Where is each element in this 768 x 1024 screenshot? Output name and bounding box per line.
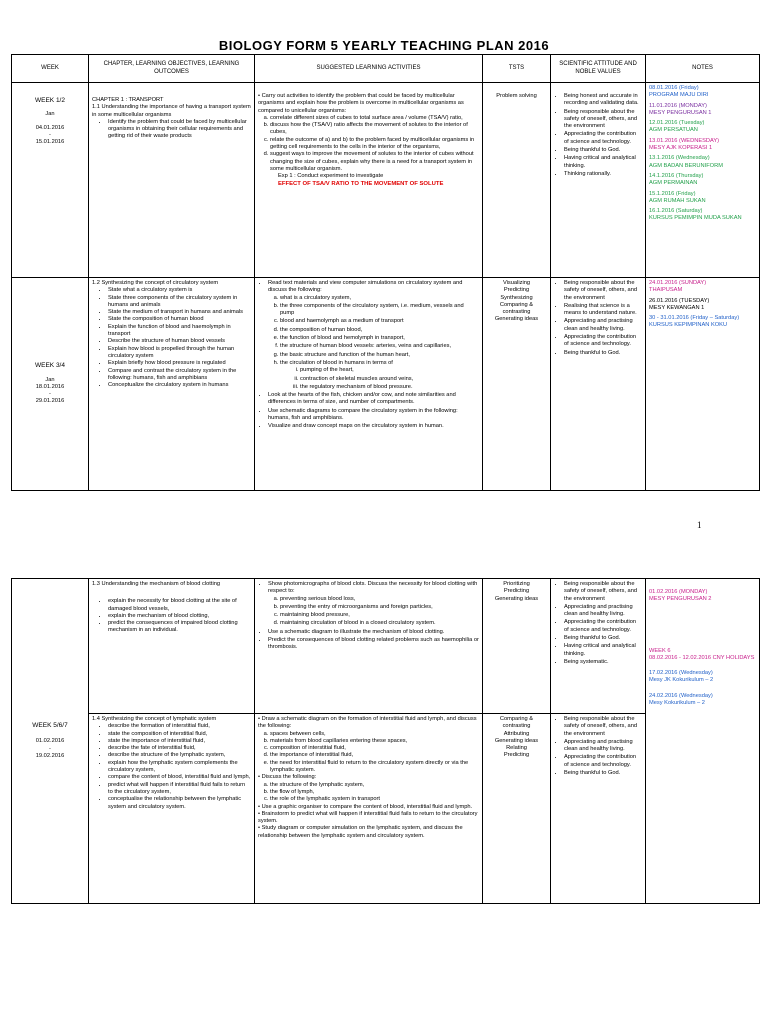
activities-cell (255, 83, 483, 278)
activity-subitem: iii. the regulatory mechanism of blood pressure. (300, 384, 479, 391)
value-item: • Being thankful to God. (564, 147, 642, 154)
learning-outcome: • describe the fate of interstitial fluid, (108, 745, 251, 752)
value-item: • Being responsible about the safety of oneself, others, and the environment (564, 109, 642, 131)
activity-item: e. the need for interstitial fluid to return to the circulatory system directly or via the lymphatic system. (270, 760, 479, 775)
activity-item: g. the basic structure and function of the human heart, (280, 352, 479, 359)
week-label: WEEK 3/4 (35, 362, 65, 370)
activity-item: c. composition of interstitial fluid, (270, 745, 479, 752)
experiment-line: Exp 1 : Conduct experiment to investigate (278, 173, 384, 180)
value-item: • Being thankful to God. (564, 350, 642, 357)
activity-item: • Study diagram or computer simulation on the lymphatic system, and discuss the relationship between the lymphatic system and circulatory system. (258, 825, 463, 839)
value-item: • Being thankful to God. (564, 770, 642, 777)
learning-outcome: • predict what will happen if interstitial fluid fails to return to the circulatory system, (108, 782, 251, 797)
tsts-cell (483, 579, 551, 714)
notes-cell (646, 83, 760, 278)
teaching-plan-table-page-2 (11, 578, 760, 904)
notes-cell (646, 579, 760, 904)
header-notes: NOTES (646, 55, 760, 83)
activity-intro: • Draw a schematic diagram on the formation of interstitial fluid and lymph, and discuss the following: (258, 716, 477, 730)
learning-outcome: • Describe the structure of human blood vessels (108, 338, 251, 345)
activity-intro: • Carry out activities to identify the problem that could be faced by multicellular organisms and explain how the problem is overcome in multicellular organisms as compared to unicellular organisms: (258, 93, 464, 114)
tsts-item: Generating ideas (494, 595, 539, 602)
notes-cell (646, 278, 760, 491)
value-item: • Appreciating the contribution of science and technology. (564, 334, 642, 349)
tsts-item: Visualizing (502, 280, 531, 286)
values-cell (551, 579, 646, 714)
learning-objective: 1.4 Synthesizing the concept of lymphatic system (92, 716, 217, 722)
table-row (12, 278, 760, 491)
activity-item: • Visualize and draw concept maps on the circulatory system in human. (268, 423, 479, 430)
tsts-item: Comparing & contrasting (499, 301, 534, 316)
week-month: Jan (45, 111, 55, 118)
week-month: Jan (45, 376, 55, 383)
tsts-item: Attributing (503, 730, 530, 737)
learning-outcome: • State what a circulatory system is (108, 287, 251, 294)
activity-item: d. suggest ways to improve the movement of solutes to the interior of cubes without changing the size of cubes, explain why there is a need for a transport system in some multicellular organism. (270, 151, 479, 173)
activity-item: b. preventing the entry of microorganisms and foreign particles, (280, 604, 479, 611)
week-cell (12, 278, 89, 491)
tsts-item: Predicting (503, 752, 530, 759)
learning-objective: 1.3 Understanding the mechanism of blood clotting (92, 581, 221, 587)
activity-subitem: ii. contraction of skeletal muscles around veins, (300, 376, 479, 383)
activities-cell (255, 579, 483, 714)
activity-item: • Look at the hearts of the fish, chicken and/or cow, and note similarities and differences in terms of size, and number of compartments. (268, 392, 479, 407)
week-from: 04.01.2016 (35, 124, 65, 131)
activity-intro: • Show photomicrographs of blood clots. Discuss the necessity for blood clotting with respect to: a. preventing serious blood loss, b. preventing the entry of microorganisms and foreign particles, c. maintaining blood pressure, d. maintaining circulation of blood in a closed circulatory system. (268, 581, 479, 628)
learning-outcome: • conceptualise the relationship between the lymphatic system and circulatory system. (108, 796, 251, 811)
chapter-cell (89, 278, 255, 491)
activity-item: • Use a graphic organiser to compare the content of blood, interstitial fluid and lymph. (258, 803, 473, 810)
learning-outcome: • explain the mechanism of blood clotting, (108, 613, 251, 620)
value-item: • Appreciating and practising clean and healthy living. (564, 318, 642, 333)
activity-item: d. the composition of human blood, (280, 327, 479, 334)
activities-cell (255, 714, 483, 904)
table-row (12, 579, 760, 714)
learning-objective: 1.1 Understanding the importance of having a transport system in some multicellular organisms (92, 104, 251, 118)
value-item: • Appreciating the contribution of science and technology. (564, 131, 642, 146)
table-row (12, 83, 760, 278)
chapter-cell (89, 714, 255, 904)
values-cell (551, 714, 646, 904)
learning-outcome: • Identify the problem that could be faced by multicellular organisms in obtaining their cellular requirements and getting rid of their waste products (108, 119, 251, 141)
week-cell (12, 83, 89, 278)
value-item: • Being responsible about the safety of oneself, others, and the environment (564, 716, 642, 738)
activities-cell (255, 278, 483, 491)
note-entry: 30 - 31.01.2016 (Friday – Saturday) KURSUS KEPIMPINAN KOKU (649, 315, 740, 329)
note-entry: 24.02.2016 (Wednesday) Mesy Kokurikulum – 2 (649, 692, 713, 707)
value-item: • Thinking rationally. (564, 171, 642, 178)
note-entry: 16.1.2016 (Saturday) KURSUS PEMIMPIN MUDA SUKAN (649, 208, 742, 222)
learning-objective: 1.2 Synthesizing the concept of circulatory system (92, 280, 219, 286)
learning-outcome: • explain the necessity for blood clotting at the site of damaged blood vessels, (108, 598, 251, 613)
learning-outcome: • Explain briefly how blood pressure is regulated (108, 360, 251, 367)
experiment-title: EFFECT OF TSA/V RATIO TO THE MOVEMENT OF SOLUTE (278, 180, 444, 187)
tsts-cell (483, 278, 551, 491)
note-entry: 01.02.2016 (MONDAY) MESY PENGURUSAN 2 (649, 589, 712, 603)
learning-outcome: • State the composition of human blood (108, 316, 251, 323)
value-item: • Appreciating and practising clean and healthy living. (564, 739, 642, 754)
value-item: • Appreciating the contribution of science and technology. (564, 619, 642, 634)
tsts-item: Predicting (503, 287, 530, 294)
tsts-item: Prioritizing (503, 581, 530, 587)
activity-item: • Use schematic diagrams to compare the circulatory system in the following: humans, fish and amphibians. (268, 408, 479, 423)
note-entry: 13.1.2016 (Wednesday) AGM BADAN BERUNIFORM (649, 155, 723, 169)
activity-item: c. relate the outcome of a) and b) to the problem faced by multicellular organisms in getting cell requirements to the cells in the interior of the organisms, (270, 137, 479, 152)
activity-item: b. the three components of the circulatory system, i.e. medium, vessels and pump (280, 303, 479, 318)
chapter-cell (89, 579, 255, 714)
learning-outcome: • state the importance of interstitial fluid, (108, 738, 251, 745)
learning-outcome: • predict the consequences of impaired blood clotting mechanism in an individual. (108, 620, 251, 635)
week-to: 15.01.2016 (35, 139, 65, 146)
note-entry: 24.01.2016 (SUNDAY) THAIPUSAM (649, 280, 707, 294)
page-title: BIOLOGY FORM 5 YEARLY TEACHING PLAN 2016 (218, 38, 550, 53)
teaching-plan-table-page-1 (11, 54, 760, 491)
value-item: • Being thankful to God. (564, 635, 642, 642)
chapter-cell (89, 83, 255, 278)
learning-outcome: • explain how the lymphatic system complements the circulatory system, (108, 760, 251, 775)
learning-outcome: • State three components of the circulatory system in humans and animals (108, 295, 251, 310)
note-entry: 15.1.2016 (Friday) AGM RUMAH SUKAN (649, 190, 706, 204)
header-week: WEEK (12, 55, 89, 83)
week-from: 01.02.2016 (35, 738, 65, 745)
tsts-cell (483, 714, 551, 904)
learning-outcome: • compare the content of blood, interstitial fluid and lymph, (108, 774, 251, 781)
activity-item: c. blood and haemolymph as a medium of transport (280, 318, 479, 325)
value-item: • Appreciating the contribution of science and technology. (564, 754, 642, 769)
activity-item: a. correlate different sizes of cubes to total surface area / volume (TSA/V) ratio, (270, 115, 479, 122)
header-activities: SUGGESTED LEARNING ACTIVITIES (255, 55, 483, 83)
note-entry: 14.1.2016 (Thursday) AGM PERMAINAN (649, 172, 704, 187)
tsts-cell (483, 83, 551, 278)
value-item: • Being responsible about the safety of oneself, others, and the environment (564, 581, 642, 603)
activity-item: a. the structure of the lymphatic system, (270, 782, 479, 789)
week-to: 29.01.2016 (35, 398, 65, 405)
learning-outcome: • Explain the function of blood and haemolymph in transport (108, 324, 251, 339)
activity-item: d. the importance of interstitial fluid, (270, 752, 479, 759)
activity-item: b. materials from blood capillaries entering these spaces, (270, 738, 479, 745)
value-item: • Having critical and analytical thinking. (564, 155, 642, 170)
tsts-item: Generating ideas (494, 316, 539, 323)
learning-outcome: • describe the structure of the lymphatic system, (108, 752, 251, 759)
header-chapter: CHAPTER, LEARNING OBJECTIVES, LEARNING OUTCOMES (89, 55, 255, 83)
activity-item: d. maintaining circulation of blood in a closed circulatory system. (280, 620, 479, 627)
value-item: • Being responsible about the safety of oneself, others, and the environment (564, 280, 642, 302)
note-entry: 13.01.2016 (WEDNESDAY) MESY AJK KOPERASI 1 (649, 137, 720, 152)
tsts-item: Generating ideas (494, 737, 539, 744)
value-item: • Having critical and analytical thinking. (564, 643, 642, 658)
tsts-item: Relating (506, 745, 527, 752)
activity-item: • Brainstorm to predict what will happen if interstitial fluid fails to return to the circulatory system. (258, 810, 478, 825)
activity-item: e. the function of blood and hemolymph in transport, (280, 335, 479, 342)
week-dash: - (49, 745, 51, 752)
week-cell (12, 579, 89, 904)
value-item: • Appreciating and practising clean and healthy living. (564, 604, 642, 619)
learning-outcome: • Compare and contrast the circulatory system in the following: humans, fish and amphibians (108, 368, 251, 383)
note-entry: 12.01.2016 (Tuesday) AGM PERSATUAN (649, 120, 705, 134)
value-item: • Realising that science is a means to understand nature. (564, 303, 642, 318)
activity-item: • Predict the consequences of blood clotting related problems such as haemophilia or thrombosis. (268, 637, 479, 652)
learning-outcome: • state the composition of interstitial fluid, (108, 731, 251, 738)
activity-item: b. the flow of lymph, (270, 789, 479, 796)
learning-outcome: • describe the formation of interstitial fluid, (108, 723, 251, 730)
activity-intro: • Read text materials and view computer simulations on circulatory system and discuss the following: a. what is a circulatory system, b. the three components of the circulatory system, i.e. medium, vessels and pump c. blood and haemolymph as a medium of transport d. the composition of human blood, e. the function of blood and hemolymph in transport, f. the structure of human blood vessels: arteries, veins and capillaries, g. the basic structure and function of the human heart, h. the circulation of blood in humans in terms of i. pumping of the heart, ii. contraction of skeletal muscles around veins, iii. the regulatory mechanism of blood pressure. (268, 280, 479, 391)
activity-item: • Use a schematic diagram to illustrate the mechanism of blood clotting. (268, 629, 479, 636)
note-entry: 08.01.2016 (Friday) PROGRAM MAJU DIRI (649, 85, 709, 99)
week-from: 18.01.2016 (35, 383, 65, 390)
learning-outcome: • Conceptualize the circulatory system in humans (108, 382, 251, 389)
note-entry: WEEK 6 08.02.2016 - 12.02.2016 CNY HOLIDAYS (649, 647, 755, 661)
learning-outcome: • State the medium of transport in humans and animals (108, 309, 251, 316)
activity-item: a. spaces between cells, (270, 731, 479, 738)
week-to: 19.02.2016 (35, 752, 65, 759)
chapter-title: CHAPTER 1 : TRANSPORT (92, 97, 164, 103)
page-number: 1 (697, 520, 702, 530)
week-dash: - (49, 131, 51, 138)
activity-item: c. the role of the lymphatic system in transport (270, 796, 479, 803)
tsts-item: Comparing & contrasting (499, 716, 534, 730)
activity-item: c. maintaining blood pressure, (280, 612, 479, 619)
tsts-item: Synthesizing (500, 294, 533, 301)
activity-item: f. the structure of human blood vessels: arteries, veins and capillaries, (280, 343, 479, 350)
activity-item: b. discuss how the (TSA/V) ratio affects the movement of solutes to the interior of cubes, (270, 122, 479, 137)
note-entry: 17.02.2016 (Wednesday) Mesy JK Kokurikulum – 2 (649, 670, 714, 684)
header-values: SCIENTIFIC ATTITUDE AND NOBLE VALUES (551, 55, 646, 83)
activity-subitem: i. pumping of the heart, (300, 367, 479, 374)
activity-item: a. preventing serious blood loss, (280, 596, 479, 603)
note-entry: 11.01.2016 (MONDAY) MESY PENGURUSAN 1 (649, 102, 712, 116)
activity-item: h. the circulation of blood in humans in terms of i. pumping of the heart, ii. contraction of skeletal muscles around veins, iii. the regulatory mechanism of blood pressure. (280, 360, 479, 391)
values-cell (551, 278, 646, 491)
week-label: WEEK 5/6/7 (32, 721, 68, 729)
header-tsts: TSTS (483, 55, 551, 83)
learning-outcome: • Explain how blood is propelled through the human circulatory system (108, 346, 251, 361)
note-entry: 26.01.2016 (TUESDAY) MESY KEWANGAN 1 (649, 297, 710, 311)
value-item: • Being systematic. (564, 659, 642, 666)
value-item: • Being honest and accurate in recording and validating data. (564, 93, 642, 108)
week-label: WEEK 1/2 (35, 97, 65, 104)
activity-item: a. what is a circulatory system, (280, 295, 479, 302)
table-header-row (12, 55, 760, 83)
week-dash: - (49, 391, 51, 398)
values-cell (551, 83, 646, 278)
tsts-item: Predicting (503, 588, 530, 595)
activity-discuss: • Discuss the following: (258, 774, 317, 781)
tsts-item: Problem solving (496, 93, 537, 99)
